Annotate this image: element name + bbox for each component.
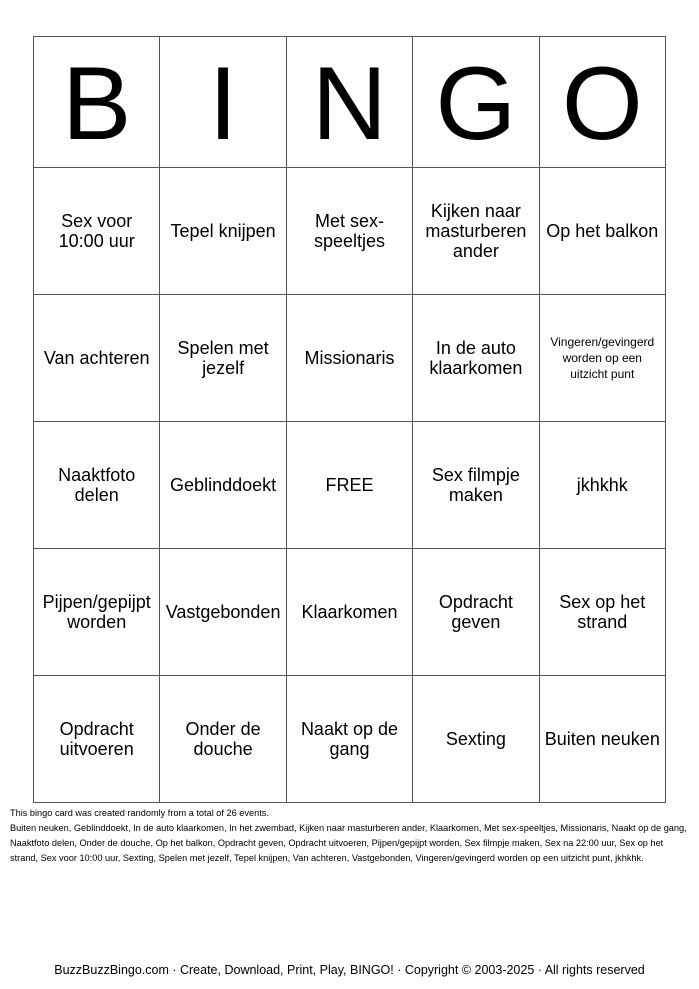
bingo-cell: Naaktfoto delen <box>34 422 160 549</box>
header-letter-g: G <box>413 37 539 168</box>
bingo-row <box>34 422 666 549</box>
bingo-cell: Geblinddoekt <box>160 422 286 549</box>
bingo-row <box>34 549 666 676</box>
free-space-cell: FREE <box>286 422 412 549</box>
bingo-cell: Buiten neuken <box>539 676 665 803</box>
bingo-cell: Missionaris <box>286 295 412 422</box>
bingo-card <box>33 36 666 803</box>
bingo-cell: Sexting <box>413 676 539 803</box>
bingo-cell: Sex op het strand <box>539 549 665 676</box>
bingo-cell: Vastgebonden <box>160 549 286 676</box>
bingo-cell: Pijpen/gepijpt worden <box>34 549 160 676</box>
header-letter-i: I <box>160 37 286 168</box>
bingo-cell: Op het balkon <box>539 168 665 295</box>
bingo-cell: Spelen met jezelf <box>160 295 286 422</box>
bingo-cell: Met sex-speeltjes <box>286 168 412 295</box>
bingo-cell: In de auto klaarkomen <box>413 295 539 422</box>
bingo-row <box>34 295 666 422</box>
bingo-cell: Sex filmpje maken <box>413 422 539 549</box>
header-letter-b: B <box>34 37 160 168</box>
bingo-cell: Onder de douche <box>160 676 286 803</box>
bingo-cell: Klaarkomen <box>286 549 412 676</box>
footer-intro: This bingo card was created randomly from a total of 26 events. <box>10 808 269 818</box>
bingo-cell: Kijken naar masturberen ander <box>413 168 539 295</box>
bingo-cell: Opdracht uitvoeren <box>34 676 160 803</box>
bingo-cell: Tepel knijpen <box>160 168 286 295</box>
site-credit: BuzzBuzzBingo.com · Create, Download, Print, Play, BINGO! · Copyright © 2003-2025 · All rights reserved <box>54 963 645 977</box>
bingo-cell: Naakt op de gang <box>286 676 412 803</box>
header-letter-n: N <box>286 37 412 168</box>
event-list-footer <box>10 806 690 866</box>
footer-event-list: Buiten neuken, Geblinddoekt, In de auto klaarkomen, In het zwembad, Kijken naar masturberen ander, Klaarkomen, Met sex-speeltjes, Missionaris, Naakt op de gang, Naaktfoto delen, Onder de douche, Op het balkon, Opdracht geven, Opdracht uitvoeren, Pijpen/gepijpt worden, Sex filmpje maken, Sex na 22:00 uur, Sex op het strand, Sex voor 10:00 uur, Sexting, Spelen met jezelf, Tepel knijpen, Van achteren, Vastgebonden, Vingeren/gevingerd worden op een uitzicht punt, jkhkhk. <box>10 823 687 863</box>
bingo-header-row <box>34 37 666 168</box>
bingo-row <box>34 168 666 295</box>
header-letter-o: O <box>539 37 665 168</box>
bingo-cell: jkhkhk <box>539 422 665 549</box>
bingo-cell: Opdracht geven <box>413 549 539 676</box>
bingo-row <box>34 676 666 803</box>
bingo-cell: Sex voor 10:00 uur <box>34 168 160 295</box>
bingo-cell: Van achteren <box>34 295 160 422</box>
bingo-cell: Vingeren/gevingerd worden op een uitzicht punt <box>539 295 665 422</box>
